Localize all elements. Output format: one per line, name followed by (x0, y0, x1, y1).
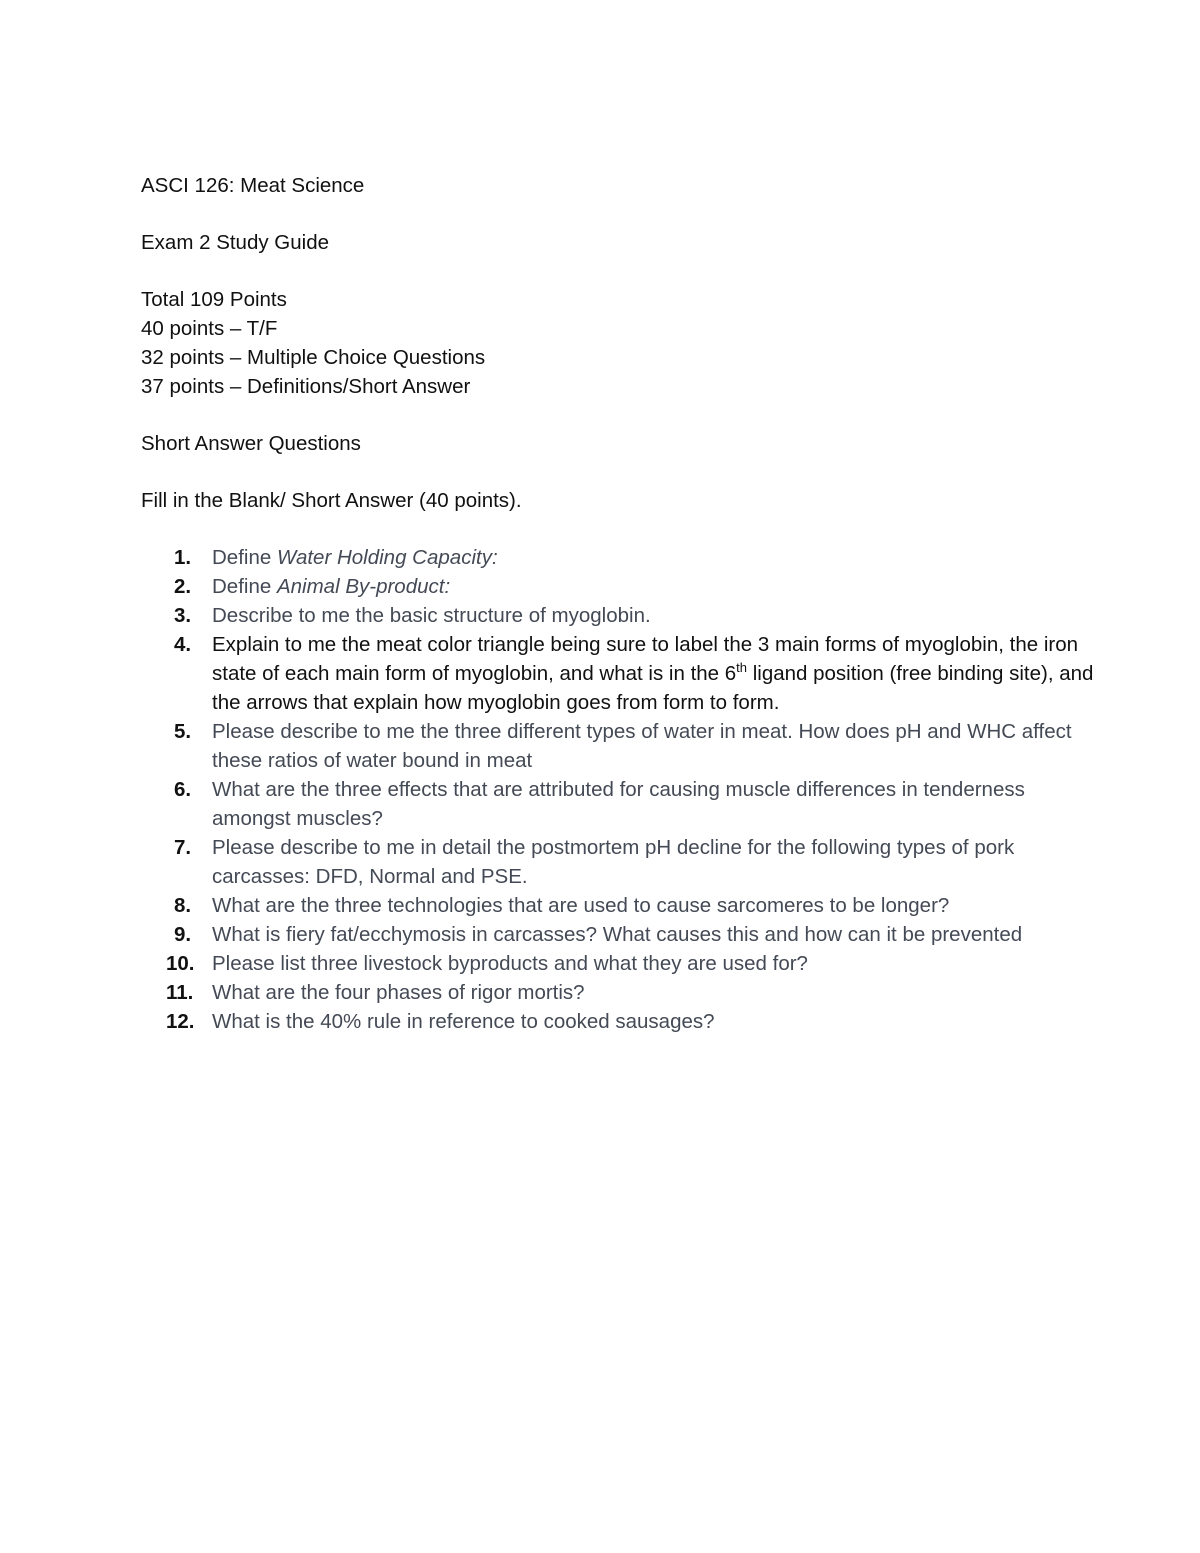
item-number: 2. (174, 575, 192, 598)
item-number: 1. (174, 546, 192, 569)
item-text-continued: ligand position (free binding site), and the arrows that explain how myoglobin goes from form to form. (212, 662, 1094, 714)
item-number: 3. (174, 604, 192, 627)
item-number: 11. (166, 981, 194, 1004)
item-text: Please describe to me the three different types of water in meat. How does pH and WHC affect these ratios of water bound in meat (212, 720, 1072, 772)
superscript: th (736, 660, 748, 676)
course-title: ASCI 126: Meat Science (141, 174, 365, 197)
item-text: Explain to me the meat color triangle being sure to label the 3 main forms of myoglobin, the iron state of each main form of myoglobin, and what is in the 6 (212, 633, 1079, 685)
list-item (141, 1007, 1101, 1036)
item-number: 4. (174, 633, 192, 656)
question-list (141, 543, 1101, 1036)
list-item (141, 543, 1101, 572)
list-item (141, 978, 1101, 1007)
list-item (141, 630, 1101, 717)
item-prefix: Define (212, 546, 277, 569)
item-number: 8. (174, 894, 192, 917)
list-item (141, 920, 1101, 949)
item-prefix: Define (212, 575, 277, 598)
item-number: 12. (166, 1010, 195, 1033)
list-item (141, 891, 1101, 920)
item-text: What is the 40% rule in reference to cooked sausages? (212, 1010, 715, 1033)
item-text: Please list three livestock byproducts and what they are used for? (212, 952, 808, 975)
item-number: 5. (174, 720, 192, 743)
guide-title: Exam 2 Study Guide (141, 231, 330, 254)
item-text: Please describe to me in detail the postmortem pH decline for the following types of pork carcasses: DFD, Normal and PSE. (212, 836, 1015, 888)
item-number: 9. (174, 923, 192, 946)
item-text: What are the three effects that are attributed for causing muscle differences in tenderness amongst muscles? (212, 778, 1025, 830)
item-number: 7. (174, 836, 192, 859)
item-term: Animal By-product: (276, 575, 451, 598)
list-item (141, 717, 1101, 775)
list-item (141, 833, 1101, 891)
list-item (141, 775, 1101, 833)
fill-blank-heading: Fill in the Blank/ Short Answer (40 points). (141, 489, 522, 512)
mc-points: 32 points – Multiple Choice Questions (141, 346, 486, 369)
item-number: 10. (166, 952, 195, 975)
item-text: Describe to me the basic structure of myoglobin. (212, 604, 651, 627)
item-text: What are the four phases of rigor mortis? (212, 981, 585, 1004)
item-term: Water Holding Capacity: (276, 546, 498, 569)
short-answer-heading: Short Answer Questions (141, 432, 361, 455)
list-item (141, 572, 1101, 601)
list-item (141, 949, 1101, 978)
item-number: 6. (174, 778, 192, 801)
tf-points: 40 points – T/F (141, 317, 278, 340)
item-text: What are the three technologies that are used to cause sarcomeres to be longer? (212, 894, 950, 917)
list-item (141, 601, 1101, 630)
item-text: What is fiery fat/ecchymosis in carcasses? What causes this and how can it be prevented (212, 923, 1023, 946)
definition-points: 37 points – Definitions/Short Answer (141, 375, 471, 398)
total-points: Total 109 Points (141, 288, 287, 311)
